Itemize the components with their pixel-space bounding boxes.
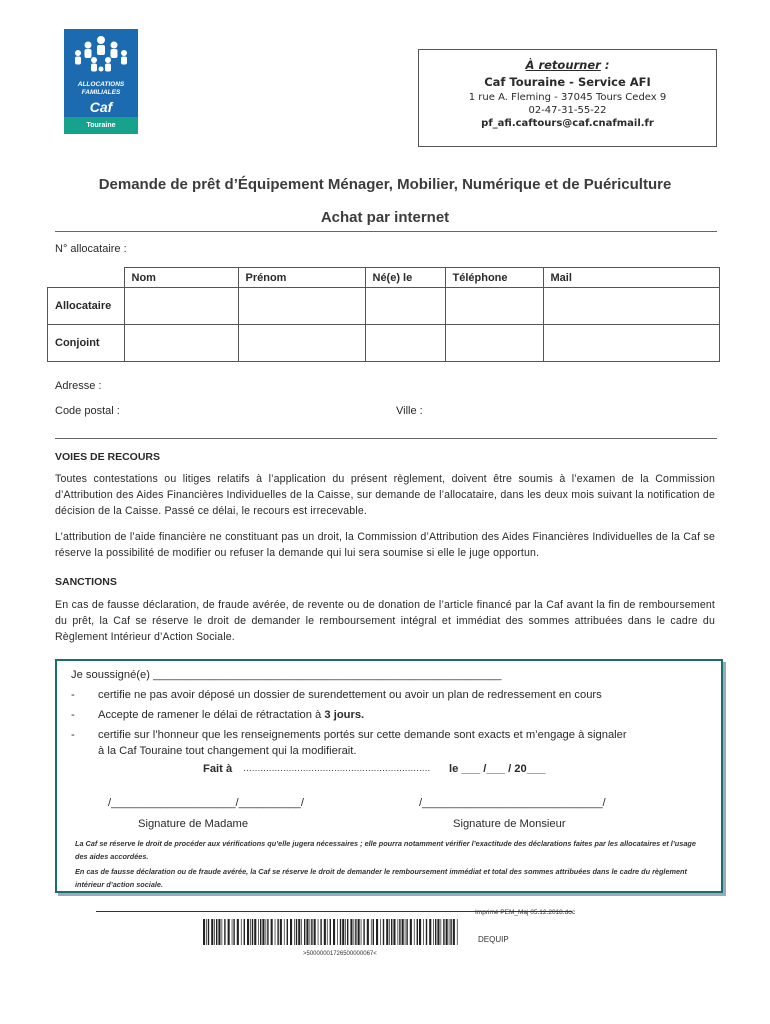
fraud-note: En cas de fausse déclaration ou de fraude avérée, la Caf se réserve le droit de demander le remboursement immédiat et total des sommes attribuées dans le cadre du règlement intérieur d’action sociale. <box>75 867 687 889</box>
cell-nom-conjoint[interactable] <box>124 325 238 362</box>
date-field[interactable]: le ___ /___ / 20___ <box>449 763 546 775</box>
cell-telephone-allocataire[interactable] <box>445 288 543 325</box>
table-row <box>48 325 720 362</box>
postal-code-label: Code postal : <box>55 405 120 417</box>
barcode-number: >50000001726500000067< <box>303 951 377 957</box>
cell-ne-le-allocataire[interactable] <box>365 288 445 325</box>
table-header-row <box>48 268 720 288</box>
return-phone: 02-47-31-55-22 <box>528 105 607 116</box>
fait-a-field[interactable]: ………………………………………………………… <box>243 763 430 773</box>
fait-a-label: Fait à <box>203 763 233 775</box>
return-org: Caf Touraine - Service AFI <box>484 75 651 89</box>
divider <box>55 438 717 439</box>
col-telephone: Téléphone <box>445 268 543 288</box>
cell-telephone-conjoint[interactable] <box>445 325 543 362</box>
logo-text-line1: ALLOCATIONS <box>77 81 125 88</box>
cell-ne-le-conjoint[interactable] <box>365 325 445 362</box>
signature-line-monsieur[interactable]: /_____________________________/ <box>419 797 606 809</box>
address-label: Adresse : <box>55 380 102 392</box>
sanctions-paragraph: En cas de fausse déclaration, de fraude avérée, de revente ou de donation de l’article financé par la Caf avant la fin de remboursement du prêt, la Caf se réserve le droit de demander le remboursement intégral et immédiat des sommes attribuées dans le cadre du Règlement Intérieur d’Action Sociale. <box>55 599 715 643</box>
signature-line-madame[interactable]: /____________________/__________/ <box>108 797 304 809</box>
identity-table <box>47 267 720 362</box>
voies-paragraph-1: Toutes contestations ou litiges relatifs à l’application du présent règlement, doivent être soumis à l’examen de la Commission d’Attribution des Aides Financières Individuelles de la Caisse, sur demande de l’allocataire, dans les deux mois suivant la notification de décision de la Caisse. Passé ce délai, le recours est irrecevable. <box>55 473 715 517</box>
cell-prenom-allocataire[interactable] <box>238 288 365 325</box>
city-label: Ville : <box>396 405 423 417</box>
table-row <box>48 288 720 325</box>
return-address: 1 rue A. Fleming - 37045 Tours Cedex 9 <box>468 92 667 103</box>
verification-note: La Caf se réserve le droit de procéder aux vérifications qu’elle jugera nécessaires ; elle pourra notamment vérifier l’exactitude des déclarations faites par les allocataires et l’usage des aides accordées. <box>75 839 696 861</box>
caf-logo <box>64 29 138 134</box>
logo-text-line2: FAMILIALES <box>81 89 121 96</box>
row-label-allocataire: Allocataire <box>48 288 125 325</box>
return-address-box <box>418 49 717 147</box>
bullet-dash: - <box>71 709 75 721</box>
declaration-box <box>55 659 723 893</box>
bullet-dash: - <box>71 689 75 701</box>
declaration-intro: Je soussigné(e) ________________________________________________________ <box>71 669 502 681</box>
col-prenom: Prénom <box>238 268 365 288</box>
voies-paragraph-2: L’attribution de l’aide financière ne constituant pas un droit, la Commission d’Attribution des Aides Financières Individuelles de la Caf se réserve la possibilité de modifier ou refuser la demande qui lui sera soumise si elle le juge opportun. <box>55 531 715 559</box>
return-email: pf_afi.caftours@caf.cnafmail.fr <box>481 118 654 129</box>
bullet-dash: - <box>71 729 75 741</box>
print-reference: Imprimé PEM_Maj 05.12.2018.doc <box>475 909 576 916</box>
declaration-item-1: certifie ne pas avoir déposé un dossier de surendettement ou avoir un plan de redressement en cours <box>98 689 602 701</box>
form-code: DEQUIP <box>478 935 509 944</box>
signature-monsieur-label: Signature de Monsieur <box>453 818 566 830</box>
declaration-item-3-line1: certifie sur l’honneur que les renseignements portés sur cette demande sont exacts et m’engage à signaler <box>98 729 627 741</box>
page-subtitle: Achat par internet <box>320 209 450 226</box>
cell-nom-allocataire[interactable] <box>124 288 238 325</box>
page-title: Demande de prêt d’Équipement Ménager, Mobilier, Numérique et de Puériculture <box>98 176 672 193</box>
col-ne-le: Né(e) le <box>365 268 445 288</box>
divider <box>55 231 717 232</box>
logo-brand: Caf <box>89 99 113 115</box>
cell-prenom-conjoint[interactable] <box>238 325 365 362</box>
logo-region: Touraine <box>64 117 138 134</box>
family-figures-icon <box>64 33 138 77</box>
allocataire-number-label: N° allocataire : <box>55 243 127 255</box>
return-label: À retourner : <box>525 58 610 72</box>
cell-mail-allocataire[interactable] <box>543 288 719 325</box>
cell-mail-conjoint[interactable] <box>543 325 719 362</box>
voies-heading: VOIES DE RECOURS <box>55 451 161 463</box>
barcode-icon <box>203 919 459 945</box>
signature-madame-label: Signature de Madame <box>138 818 249 830</box>
row-label-conjoint: Conjoint <box>48 325 125 362</box>
col-mail: Mail <box>543 268 719 288</box>
col-nom: Nom <box>124 268 238 288</box>
sanctions-heading: SANCTIONS <box>55 576 117 588</box>
declaration-item-2: Accepte de ramener le délai de rétractation à 3 jours. <box>98 709 365 721</box>
declaration-item-3-line2: à la Caf Touraine tout changement qui la modifierait. <box>98 745 357 757</box>
